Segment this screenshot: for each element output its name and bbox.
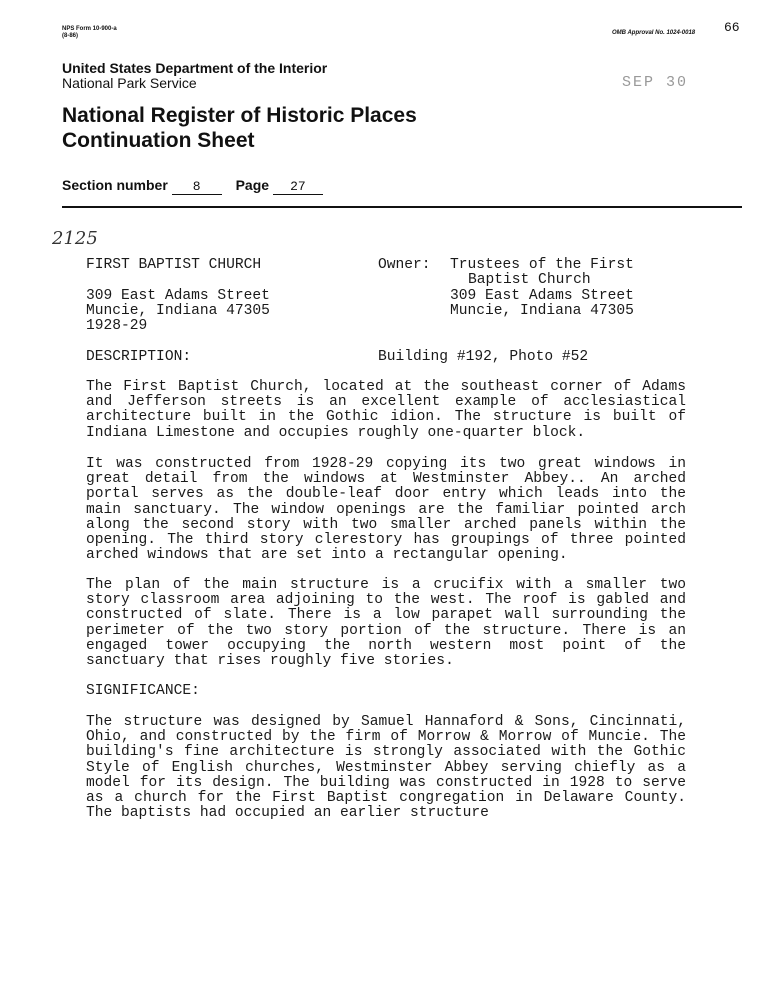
property-name: FIRST BAPTIST CHURCH	[86, 257, 262, 273]
description-paragraph-2: It was constructed from 1928-29 copying its two great windows in great detail from the windows at Westminster Abbey.. An arched portal serves as the double-leaf door entry which leads into the main sanctuary. The window openings are the familiar pointed arch along the second story with two smaller arched panels within the opening. The third story clerestory has groupings of three pointed arched windows that are set into a rectangular opening.	[86, 456, 686, 564]
page-label: Page	[235, 177, 270, 193]
significance-heading: SIGNIFICANCE:	[86, 683, 200, 699]
section-number-value: 8	[172, 179, 222, 195]
section-page-line	[62, 177, 323, 195]
form-number: NPS Form 10-900-a (8-86)	[62, 26, 117, 39]
header-divider	[62, 206, 742, 208]
owner-line-1: Trustees of the First	[450, 257, 634, 273]
significance-paragraph-1: The structure was designed by Samuel Hannaford & Sons, Cincinnati, Ohio, and constructed by the firm of Morrow & Morrow of Muncie. The building's fine architecture is strongly associated with the Gothic Style of English churches, Westminster Abbey serving chiefly as a model for its design. The building was constructed in 1928 to serve as a church for the First Baptist congregation in Delaware County. The baptists had occupied an earlier structure	[86, 714, 686, 822]
property-dates: 1928-29	[86, 318, 148, 334]
agency-name: National Park Service	[62, 75, 197, 91]
page-value: 27	[273, 179, 323, 195]
building-reference: Building #192, Photo #52	[378, 349, 589, 365]
date-stamp: SEP 30	[622, 74, 689, 91]
description-paragraph-3: The plan of the main structure is a crucifix with a smaller two story classroom area adjoining to the west. The roof is gabled and constructed of slate. There is a low parapet wall surrounding the perimeter of the two story portion of the structure. There is an engaged tower occupying the north western most point of the sanctuary that rises roughly five stories.	[86, 577, 686, 670]
omb-approval: OMB Approval No. 1024-0018	[612, 30, 696, 36]
description-heading: DESCRIPTION:	[86, 349, 192, 365]
owner-line-2: Baptist Church	[468, 272, 591, 288]
owner-label: Owner:	[378, 257, 431, 273]
handwritten-number: 2125	[52, 228, 98, 249]
page-mark: 66	[724, 20, 740, 35]
property-address-city: Muncie, Indiana 47305	[86, 303, 270, 319]
description-paragraph-1: The First Baptist Church, located at the southeast corner of Adams and Jefferson streets is an excellent example of acclesiastical architecture built in the Gothic idion. The structure is built of Indiana Limestone and occupies roughly one-quarter block.	[86, 379, 686, 441]
property-address-street: 309 East Adams Street	[86, 288, 270, 304]
owner-address-city: Muncie, Indiana 47305	[450, 303, 634, 319]
department-name: United States Department of the Interior	[62, 60, 328, 76]
owner-address-street: 309 East Adams Street	[450, 288, 634, 304]
section-number-label: Section number	[62, 177, 168, 193]
document-title: National Register of Historic Places Continuation Sheet	[62, 104, 417, 152]
